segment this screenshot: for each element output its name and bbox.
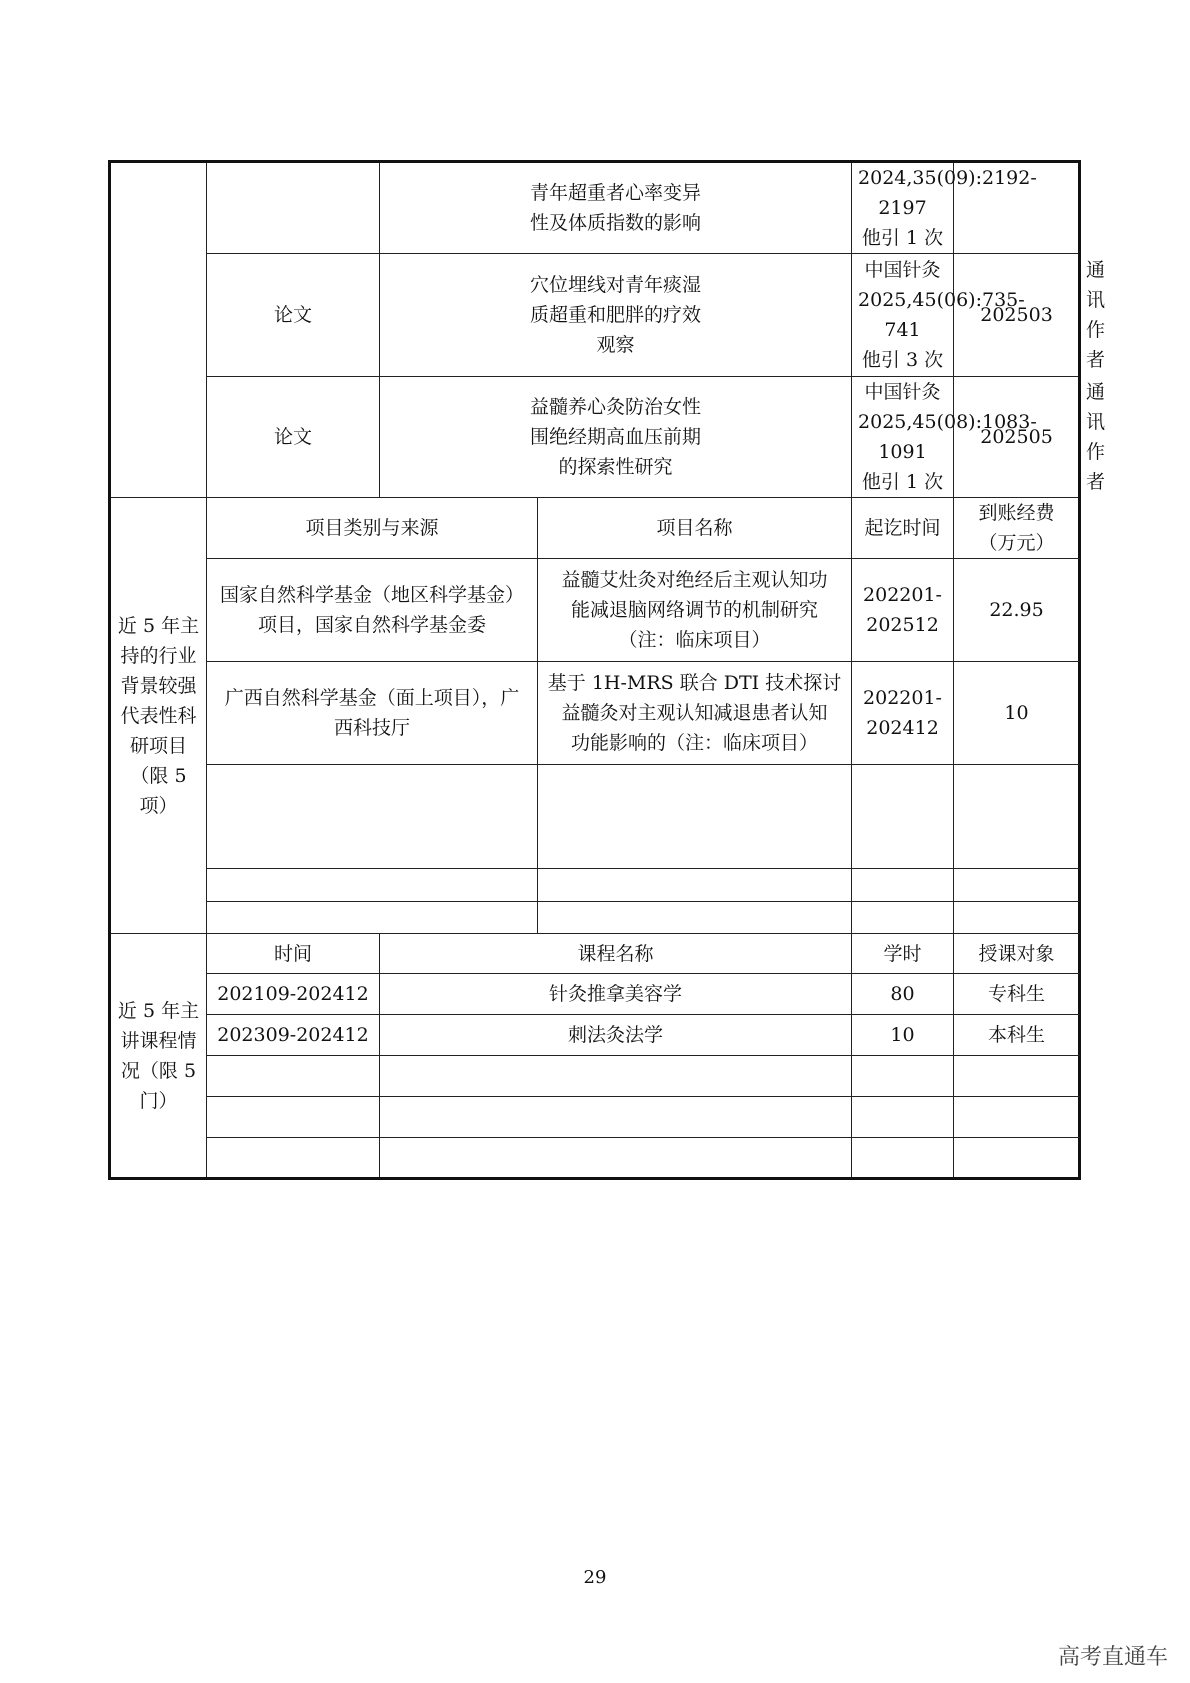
project-name: 益髓艾灶灸对绝经后主观认知功 能减退脑网络调节的机制研究 （注：临床项目） bbox=[538, 559, 852, 662]
course-row-empty bbox=[110, 1097, 1080, 1138]
course-name: 刺法灸法学 bbox=[380, 1015, 852, 1056]
course-time: 202309-202412 bbox=[207, 1015, 380, 1056]
header-project-period: 起讫时间 bbox=[852, 498, 954, 559]
project-row-empty bbox=[110, 902, 1080, 934]
project-row-empty bbox=[110, 869, 1080, 902]
paper-source: 中国针灸 2025,45(08):1083-1091 他引 1 次 bbox=[852, 377, 954, 498]
paper-type: 论文 bbox=[207, 254, 380, 377]
course-row bbox=[110, 974, 1080, 1015]
header-course-hours: 学时 bbox=[852, 934, 954, 974]
paper-row bbox=[110, 162, 1080, 254]
projects-section-label: 近 5 年主 持的行业 背景较强 代表性科 研项目 （限 5 项） bbox=[110, 498, 207, 934]
header-project-category: 项目类别与来源 bbox=[207, 498, 538, 559]
paper-title: 青年超重者心率变异 性及体质指数的影响 bbox=[380, 162, 852, 254]
project-name: 基于 1H-MRS 联合 DTI 技术探讨 益髓灸对主观认知减退患者认知 功能影响的（注：临床项目） bbox=[538, 662, 852, 765]
paper-row: 论文 穴位埋线对青年痰湿 质超重和肥胖的疗效 观察 中国针灸 2025,45(06):735-741 他引 3 次 202503 通讯作者 bbox=[110, 254, 1080, 377]
course-audience: 本科生 bbox=[954, 1015, 1080, 1056]
course-name: 针灸推拿美容学 bbox=[380, 974, 852, 1015]
course-hours: 80 bbox=[852, 974, 954, 1015]
watermark-text: 高考直通车 bbox=[1057, 1645, 1168, 1670]
projects-header-row bbox=[110, 498, 1080, 559]
paper-row: 论文 益髓养心灸防治女性 围绝经期高血压前期 的探索性研究 中国针灸 2025,45(08):1083-1091 他引 1 次 202505 通讯作者 bbox=[110, 377, 1080, 498]
paper-date: 202503 bbox=[954, 254, 1080, 377]
courses-header-row bbox=[110, 934, 1080, 974]
project-period: 202201- 202512 bbox=[852, 559, 954, 662]
paper-date: 202505 bbox=[954, 377, 1080, 498]
course-row bbox=[110, 1015, 1080, 1056]
project-row bbox=[110, 662, 1080, 765]
paper-source: 2024,35(09):2192-2197 他引 1 次 bbox=[852, 162, 954, 254]
project-category: 广西自然科学基金（面上项目），广 西科技厅 bbox=[207, 662, 538, 765]
page-number: 29 bbox=[583, 1567, 607, 1588]
project-period: 202201- 202412 bbox=[852, 662, 954, 765]
course-audience: 专科生 bbox=[954, 974, 1080, 1015]
course-hours: 10 bbox=[852, 1015, 954, 1056]
header-project-funding: 到账经费 （万元） bbox=[954, 498, 1080, 559]
paper-type: 论文 bbox=[207, 377, 380, 498]
courses-section-label: 近 5 年主 讲课程情 况（限 5 门） bbox=[110, 934, 207, 1179]
project-category: 国家自然科学基金（地区科学基金） 项目，国家自然科学基金委 bbox=[207, 559, 538, 662]
project-row bbox=[110, 559, 1080, 662]
header-project-name: 项目名称 bbox=[538, 498, 852, 559]
course-time: 202109-202412 bbox=[207, 974, 380, 1015]
paper-title: 穴位埋线对青年痰湿 质超重和肥胖的疗效 观察 bbox=[380, 254, 852, 377]
achievement-table bbox=[108, 160, 1106, 1180]
header-course-audience: 授课对象 bbox=[954, 934, 1080, 974]
header-course-time: 时间 bbox=[207, 934, 380, 974]
project-funding: 22.95 bbox=[954, 559, 1080, 662]
paper-type bbox=[207, 162, 380, 254]
project-funding: 10 bbox=[954, 662, 1080, 765]
course-row-empty bbox=[110, 1056, 1080, 1097]
paper-title: 益髓养心灸防治女性 围绝经期高血压前期 的探索性研究 bbox=[380, 377, 852, 498]
course-row-empty bbox=[110, 1138, 1080, 1179]
paper-source: 中国针灸 2025,45(06):735-741 他引 3 次 bbox=[852, 254, 954, 377]
header-course-name: 课程名称 bbox=[380, 934, 852, 974]
papers-section-label bbox=[110, 162, 207, 498]
project-row-empty bbox=[110, 765, 1080, 869]
